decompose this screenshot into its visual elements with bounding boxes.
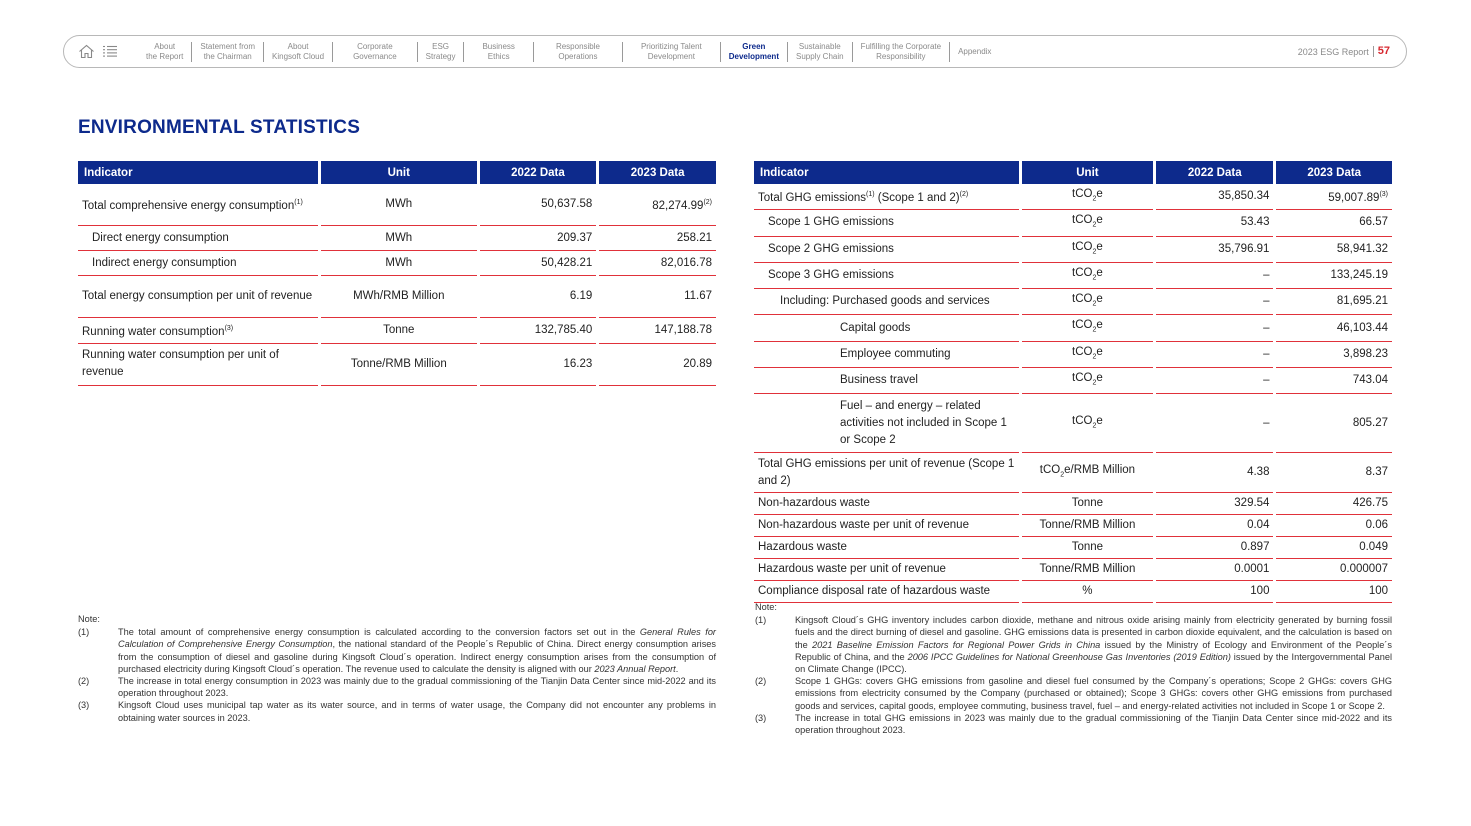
unit-cell: MWh [321,226,477,251]
nav-item-fulfilling-responsibility[interactable]: Fulfilling the Corporate Responsibility [853,42,950,62]
indicator-cell: Total comprehensive energy consumption$^{(1)}$ [78,184,318,226]
value-2022-cell: – [1156,263,1273,289]
header-indicator: Indicator [78,161,318,184]
value-2022-cell: 50,428.21 [480,251,597,276]
value-2022-cell: 35,796.91 [1156,237,1273,263]
nav-item-esg-strategy[interactable]: ESG Strategy [418,42,465,62]
note-item [78,675,716,699]
indicator-cell: Including: Purchased goods and services [754,289,1019,315]
table-row [754,493,1392,515]
note-text: Scope 1 GHGs: covers GHG emissions from gasoline and diesel fuel consumed by the Company´s operations; Scope 2 GHGs: covers GHG emissions from electricity consumed by the Company (purchased or obtained); Scope 3 GHGs: covers other GHG emissions from purchased goods and services, capital goods, employee commuting, business travel, fuel – and energy-related activities not included in Scope 1 or Scope 2. [795,676,1392,711]
page-number: 57 [1373,46,1390,57]
nav-item-sustainable-supply-chain[interactable]: Sustainable Supply Chain [788,42,853,62]
value-2023-cell: 0.000007 [1276,559,1392,581]
nav-item-about-kingsoft-cloud[interactable]: About Kingsoft Cloud [264,42,333,62]
table-row [754,342,1392,368]
unit-cell: MWh [321,251,477,276]
indicator-cell: Fuel – and energy – related activities not included in Scope 1 or Scope 2 [754,394,1019,453]
note-item [78,626,716,675]
value-2022-cell: 0.04 [1156,515,1273,537]
home-icon[interactable] [78,44,95,59]
value-2023-cell: 11.67 [599,276,716,318]
table-header-row [754,161,1392,184]
table-row [754,210,1392,236]
note-number: (2) [755,676,767,687]
indicator-cell: Compliance disposal rate of hazardous waste [754,581,1019,603]
unit-cell: tCO$_2$e/RMB Million [1022,453,1153,493]
value-2022-cell: 4.38 [1156,453,1273,493]
table-row [78,226,716,251]
value-2022-cell: 209.37 [480,226,597,251]
value-2023-cell: 81,695.21 [1276,289,1392,315]
header-indicator: Indicator [754,161,1019,184]
value-2022-cell: – [1156,368,1273,394]
unit-cell: % [1022,581,1153,603]
indicator-cell: Hazardous waste [754,537,1019,559]
table-row [78,184,716,226]
table-row [754,315,1392,341]
nav-item-corporate-governance[interactable]: Corporate Governance [333,42,418,62]
indicator-cell: Non-hazardous waste [754,493,1019,515]
unit-cell: Tonne [1022,537,1153,559]
indicator-cell: Business travel [754,368,1019,394]
indicator-cell: Total GHG emissions$^{(1)}$ (Scope 1 and 2)$^{(2)}$ [754,184,1019,210]
value-2023-cell: 82,274.99$^{(2)}$ [599,184,716,226]
value-2022-cell: – [1156,289,1273,315]
table-row [754,394,1392,453]
note-number: (1) [755,615,767,626]
unit-cell: MWh [321,184,477,226]
value-2023-cell: 743.04 [1276,368,1392,394]
note-number: (1) [78,627,90,638]
notes-left [78,613,716,724]
table-row [754,368,1392,394]
value-2023-cell: 0.06 [1276,515,1392,537]
menu-list-icon[interactable] [103,45,117,58]
value-2022-cell: 0.0001 [1156,559,1273,581]
table-row [754,515,1392,537]
unit-cell: Tonne/RMB Million [321,344,477,386]
value-2022-cell: 16.23 [480,344,597,386]
indicator-cell: Scope 3 GHG emissions [754,263,1019,289]
page-title: ENVIRONMENTAL STATISTICS [78,117,361,138]
nav-items [138,36,999,67]
note-item [755,675,1392,712]
table-row [78,318,716,344]
table-row [754,453,1392,493]
table-header-row [78,161,716,184]
unit-cell: tCO$_2$e [1022,210,1153,236]
value-2023-cell: 58,941.32 [1276,237,1392,263]
nav-item-about-report[interactable]: About the Report [138,42,192,62]
unit-cell: Tonne/RMB Million [1022,515,1153,537]
unit-cell: Tonne [1022,493,1153,515]
nav-item-statement-chairman[interactable]: Statement from the Chairman [192,42,264,62]
table-row [754,537,1392,559]
value-2023-cell: 426.75 [1276,493,1392,515]
value-2023-cell: 66.57 [1276,210,1392,236]
value-2023-cell: 59,007.89$^{(3)}$ [1276,184,1392,210]
value-2022-cell: 6.19 [480,276,597,318]
unit-cell: Tonne/RMB Million [1022,559,1153,581]
nav-item-business-ethics[interactable]: Business Ethics [464,42,533,62]
indicator-cell: Hazardous waste per unit of revenue [754,559,1019,581]
nav-item-prioritizing-talent[interactable]: Prioritizing Talent Development [623,42,721,62]
value-2023-cell: 0.049 [1276,537,1392,559]
value-2023-cell: 133,245.19 [1276,263,1392,289]
indicator-cell: Non-hazardous waste per unit of revenue [754,515,1019,537]
header-unit: Unit [1022,161,1153,184]
indicator-cell: Indirect energy consumption [78,251,318,276]
unit-cell: Tonne [321,318,477,344]
table-row [754,289,1392,315]
note-text: Kingsoft Cloud´s GHG inventory includes carbon dioxide, methane and nitrous oxide arising mainly from electricity generated by burning fossil fuels and the direct burning of diesel and gasoline. GHG emissions data is presented in carbon dioxide equivalent, and the calculation is based on the 2021 Baseline Emission Factors for Regional Power Grids in China issued by the Ministry of Ecology and Environment of the People´s Republic of China, and the 2006 IPCC Guidelines for National Greenhouse Gas Inventories (2019 Edition) issued by the Intergovernmental Panel on Climate Change (IPCC). [795,615,1392,675]
note-text: The total amount of comprehensive energy consumption is calculated according to the conversion factors set out in the General Rules for Calculation of Comprehensive Energy Consumption, the national standard of the People´s Republic of China. Direct energy consumption arises from the consumption of diesel and gasoline during Kingsoft Cloud´s operation. Indirect energy consumption arises from the consumption of purchased electricity during Kingsoft Cloud´s operation. The revenue used to calculate the density is aligned with our 2023 Annual Report. [118,627,716,674]
ghg-waste-table [751,161,1395,603]
note-number: (3) [755,712,767,723]
unit-cell: tCO$_2$e [1022,315,1153,341]
value-2023-cell: 100 [1276,581,1392,603]
value-2022-cell: – [1156,315,1273,341]
value-2023-cell: 3,898.23 [1276,342,1392,368]
value-2023-cell: 20.89 [599,344,716,386]
unit-cell: tCO$_2$e [1022,237,1153,263]
value-2022-cell: 53.43 [1156,210,1273,236]
report-page-indicator [1298,36,1390,67]
report-label: 2023 ESG Report [1297,46,1369,57]
note-number: (3) [78,700,90,711]
nav-item-appendix[interactable]: Appendix [958,46,992,56]
value-2022-cell: 100 [1156,581,1273,603]
unit-cell: tCO$_2$e [1022,368,1153,394]
table-row [78,251,716,276]
nav-item-responsible-operations[interactable]: Responsible Operations [534,42,623,62]
indicator-cell: Employee commuting [754,342,1019,368]
indicator-cell: Scope 2 GHG emissions [754,237,1019,263]
note-text: The increase in total energy consumption in 2023 was mainly due to the gradual commissioning of the Tianjin Data Center since mid-2022 and its operation throughout 2023. [118,676,716,699]
value-2022-cell: 50,637.58 [480,184,597,226]
indicator-cell: Total energy consumption per unit of revenue [78,276,318,318]
header-2023: 2023 Data [599,161,716,184]
indicator-cell: Capital goods [754,315,1019,341]
note-item [755,712,1392,736]
note-text: The increase in total GHG emissions in 2023 was mainly due to the gradual commissioning of the Tianjin Data Center since mid-2022 and its operation throughout 2023. [795,712,1392,736]
value-2023-cell: 147,188.78 [599,318,716,344]
unit-cell: tCO$_2$e [1022,342,1153,368]
table-row [754,184,1392,210]
value-2023-cell: 805.27 [1276,394,1392,453]
header-2022: 2022 Data [480,161,597,184]
value-2022-cell: 329.54 [1156,493,1273,515]
notes-title: Note: [755,602,777,612]
unit-cell: MWh/RMB Million [321,276,477,318]
header-2022: 2022 Data [1156,161,1273,184]
indicator-cell: Running water consumption per unit of revenue [78,344,318,386]
top-navigation-bar [63,35,1407,68]
note-item [78,699,716,723]
table-row [754,237,1392,263]
unit-cell: tCO$_2$e [1022,289,1153,315]
value-2022-cell: 35,850.34 [1156,184,1273,210]
value-2022-cell: 132,785.40 [480,318,597,344]
table-row [754,559,1392,581]
table-row [78,276,716,318]
value-2022-cell: 0.897 [1156,537,1273,559]
indicator-cell: Total GHG emissions per unit of revenue (Scope 1 and 2) [754,453,1019,493]
value-2023-cell: 46,103.44 [1276,315,1392,341]
value-2023-cell: 8.37 [1276,453,1392,493]
energy-water-table [75,161,719,386]
unit-cell: tCO$_2$e [1022,184,1153,210]
header-unit: Unit [321,161,477,184]
notes-right [755,601,1392,736]
indicator-cell: Scope 1 GHG emissions [754,210,1019,236]
table-row [78,344,716,386]
nav-item-green-development[interactable]: Green Development [721,42,788,62]
note-item [755,614,1392,675]
value-2022-cell: – [1156,394,1273,453]
value-2023-cell: 258.21 [599,226,716,251]
nav-icons [78,44,117,59]
value-2022-cell: – [1156,342,1273,368]
unit-cell: tCO$_2$e [1022,263,1153,289]
value-2023-cell: 82,016.78 [599,251,716,276]
indicator-cell: Direct energy consumption [78,226,318,251]
note-number: (2) [78,676,90,687]
unit-cell: tCO$_2$e [1022,394,1153,453]
notes-title: Note: [78,614,100,624]
table-row [754,263,1392,289]
header-2023: 2023 Data [1276,161,1392,184]
indicator-cell: Running water consumption$^{(3)}$ [78,318,318,344]
note-text: Kingsoft Cloud uses municipal tap water as its water source, and in terms of water usage, the Company did not encounter any problems in obtaining water sources in 2023. [118,700,716,723]
